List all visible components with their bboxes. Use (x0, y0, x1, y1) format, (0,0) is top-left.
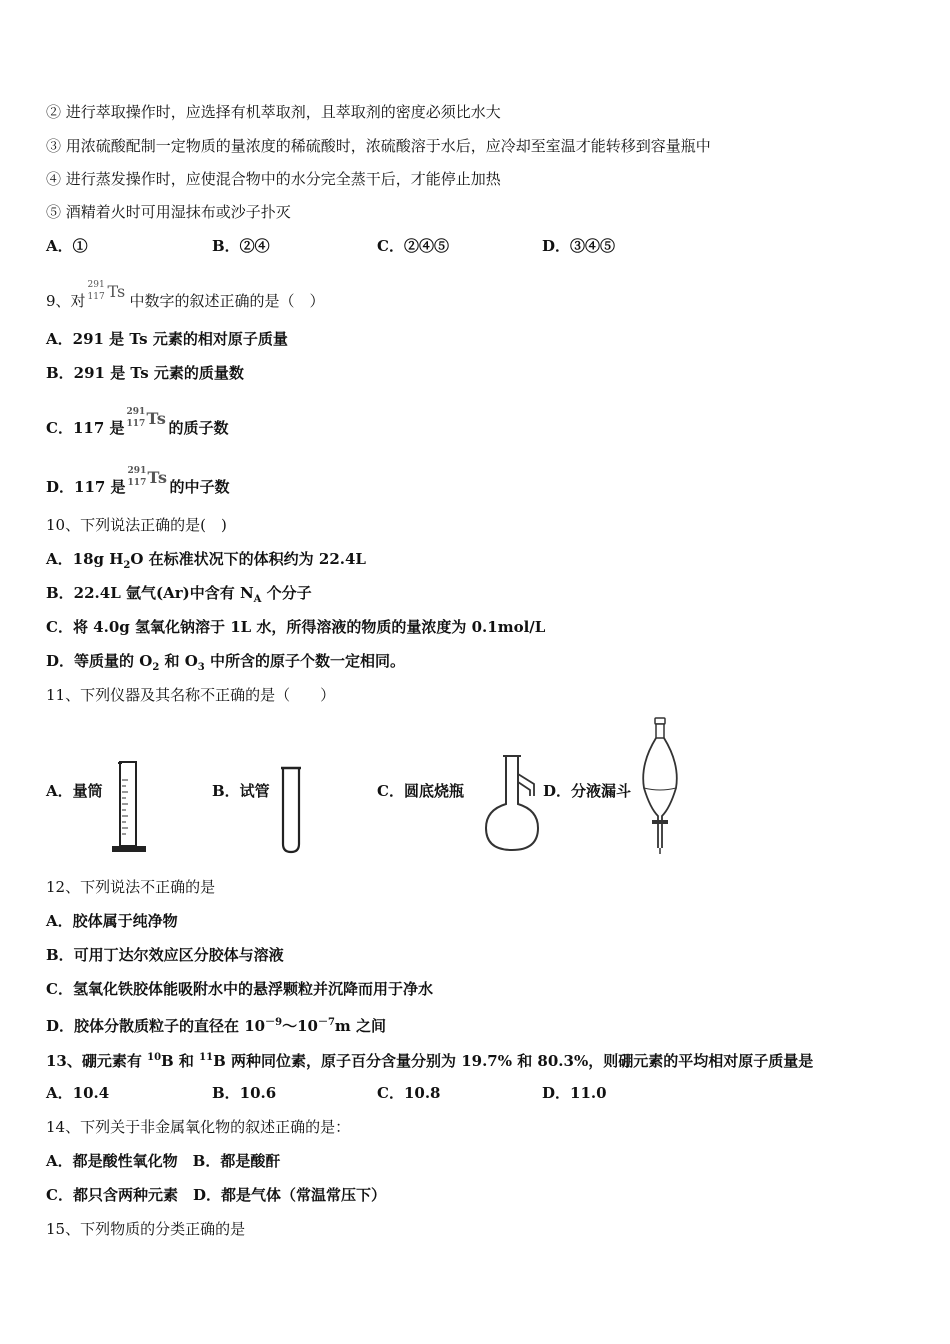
q13-option-a: A．10.4 (46, 1084, 110, 1102)
graduated-cylinder-icon (108, 760, 150, 856)
q11-stem: 11、下列仪器及其名称不正确的是（ ） (46, 686, 336, 704)
q14-options-ab: A．都是酸性氧化物 B．都是酸酐 (46, 1152, 281, 1170)
q15-stem: 15、下列物质的分类正确的是 (46, 1220, 246, 1238)
q10-option-a: A．18g $H_2O$ 在标准状况下的体积约为 22.4L (46, 550, 366, 571)
nuclide-notation: 291 117 Ts (87, 280, 126, 302)
q13-option-d: D．11.0 (542, 1084, 607, 1102)
q13-stem: 13、硼元素有 $^{10}$B 和 $^{11}$B 两种同位素，原子百分含量分别为 19.7% 和 80.3%，则硼元素的平均相对原子质量是 (46, 1052, 814, 1070)
q9-option-a: A．291 是 Ts 元素的相对原子质量 (46, 330, 288, 348)
q8-option-d: D．③④⑤ (542, 237, 616, 255)
q12-option-c: C．氢氧化铁胶体能吸附水中的悬浮颗粒并沉降而用于净水 (46, 980, 433, 998)
q14-stem: 14、下列关于非金属氧化物的叙述正确的是： (46, 1118, 351, 1136)
q10-option-d: D．等质量的 $O_2$ 和 $O_3$ 中所含的原子个数一定相同。 (46, 652, 405, 673)
q11-option-b: B．试管 (212, 782, 270, 800)
q14-options-cd: C．都只含两种元素 D．都是气体（常温常压下） (46, 1186, 386, 1204)
separatory-funnel-icon (634, 716, 688, 858)
q8-option-a: A．① (46, 237, 88, 255)
q12-stem: 12、下列说法不正确的是 (46, 878, 216, 896)
q9-stem: 9、对 291 117 Ts 中数字的叙述正确的是（ ） (46, 280, 325, 310)
q12-option-a: A．胶体属于纯净物 (46, 912, 178, 930)
q10-option-c: C．将 4.0g 氢氧化钠溶于 1L 水，所得溶液的物质的量浓度为 0.1mol/L (46, 618, 546, 636)
q9-option-b: B．291 是 Ts 元素的质量数 (46, 364, 244, 382)
statement-2: ② 进行萃取操作时，应选择有机萃取剂，且萃取剂的密度必须比水大 (46, 103, 501, 121)
statement-5: ⑤ 酒精着火时可用湿抹布或沙子扑灭 (46, 203, 291, 221)
q11-option-c: C．圆底烧瓶 (377, 782, 464, 800)
q12-option-b: B．可用丁达尔效应区分胶体与溶液 (46, 946, 284, 964)
q11-option-a: A．量筒 (46, 782, 103, 800)
q10-stem: 10、下列说法正确的是( ) (46, 516, 227, 534)
q8-option-c: C．②④⑤ (377, 237, 449, 255)
statement-4: ④ 进行蒸发操作时，应使混合物中的水分完全蒸干后，才能停止加热 (46, 170, 501, 188)
q9-option-d: D．117 是 291 117 Ts 的中子数 (46, 466, 230, 496)
q11-option-d: D．分液漏斗 (543, 782, 632, 800)
round-bottom-flask-icon (476, 752, 556, 856)
q13-option-c: C．10.8 (377, 1084, 441, 1102)
q13-option-b: B．10.6 (212, 1084, 277, 1102)
q12-option-d: D．胶体分散质粒子的直径在 $10^{-9}\sim 10^{-7}m$ 之间 (46, 1017, 387, 1035)
statement-3: ③ 用浓硫酸配制一定物质的量浓度的稀硫酸时，浓硫酸溶于水后，应冷却至室温才能转移到容量瓶中 (46, 137, 711, 155)
nuclide-notation: 291 117 Ts (127, 466, 167, 488)
nuclide-notation: 291 117 Ts (126, 407, 166, 429)
q9-option-c: C．117 是 291 117 Ts 的质子数 (46, 407, 229, 437)
q10-option-b: B．22.4L 氩气(Ar)中含有 $N_A$ 个分子 (46, 584, 312, 605)
test-tube-icon (278, 764, 304, 856)
q8-option-b: B．②④ (212, 237, 270, 255)
